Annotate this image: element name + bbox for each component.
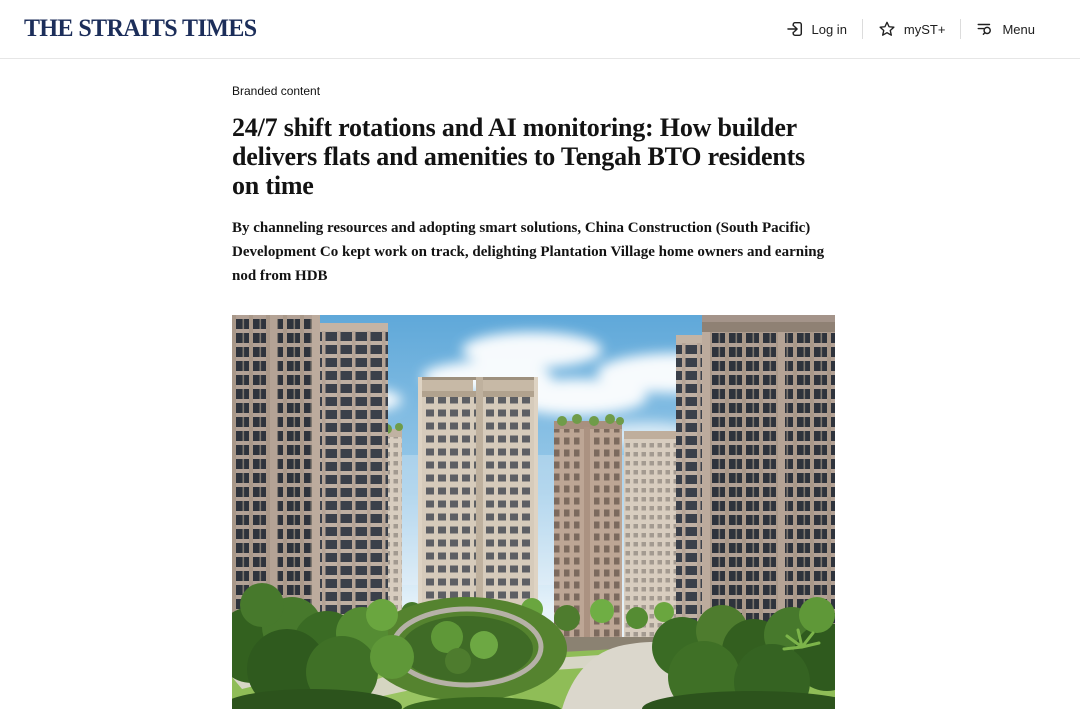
star-icon [878, 20, 896, 38]
menu-button[interactable] [961, 20, 1050, 38]
menu-label: Menu [1002, 21, 1035, 37]
site-header [0, 0, 1080, 59]
branded-content-label: Branded content [232, 84, 321, 98]
myst-label: myST+ [903, 21, 946, 37]
header-nav [771, 19, 1051, 39]
article-headline: 24/7 shift rotations and AI monitoring: How builder delivers flats and amenities to Tengah BTO residents on time [232, 113, 805, 200]
myst-button[interactable] [863, 20, 961, 38]
login-button[interactable] [771, 20, 862, 38]
search-menu-icon [976, 20, 994, 38]
login-icon [786, 20, 804, 38]
login-label: Log in [811, 21, 847, 37]
hero-photo [232, 315, 835, 709]
article [232, 84, 836, 709]
masthead-logo[interactable]: THE STRAITS TIMES [24, 15, 257, 42]
article-standfirst: By channeling resources and adopting smart solutions, China Construction (South Pacific) Development Co kept work on track, delighting Plantation Village home owners and earning nod from HDB [232, 220, 825, 284]
